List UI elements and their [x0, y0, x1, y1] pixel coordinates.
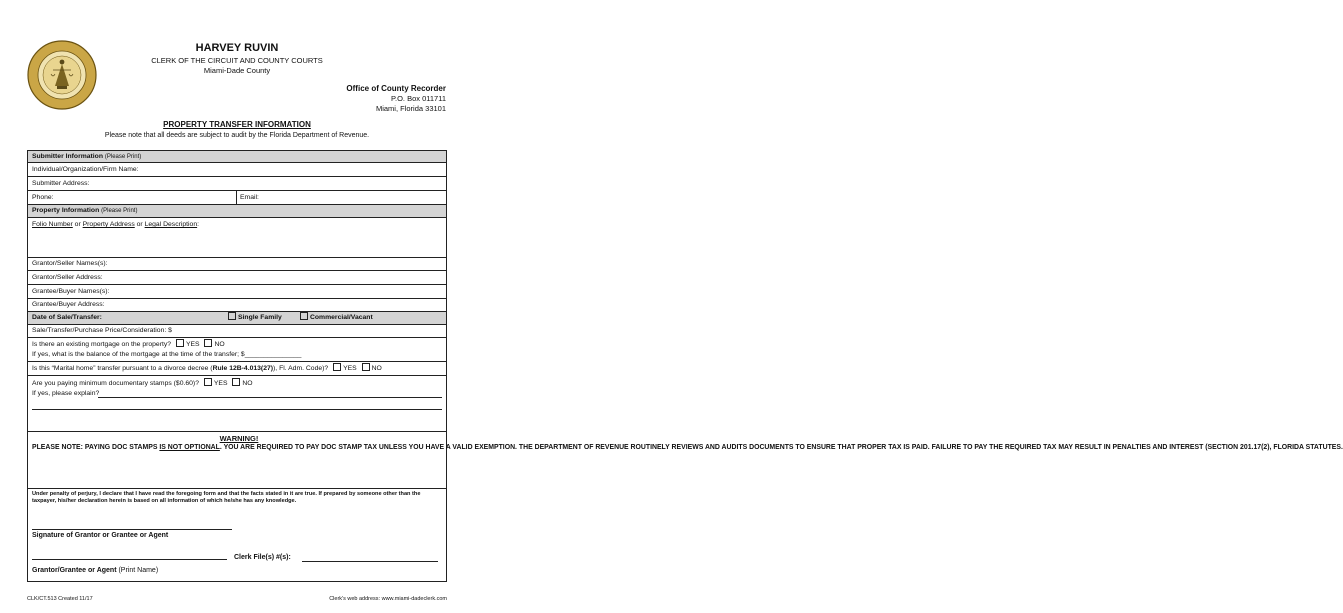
recorder-title: Office of County Recorder — [346, 84, 446, 93]
perjury-statement: Under penalty of perjury, I declare that I have read the foregoing form and that the facts stated in it are true. If prepared by someone other than the taxpayer, his/her declaration herein is based on all information of which he/she has any knowledge. — [32, 491, 421, 504]
min-stamps-yes-option[interactable]: YES — [201, 380, 228, 387]
recorder-address — [346, 84, 446, 114]
print-name-line[interactable] — [32, 559, 227, 560]
mortgage-row — [28, 338, 446, 362]
min-stamps-no-checkbox[interactable] — [232, 378, 240, 386]
warning-box — [28, 432, 1343, 489]
min-stamps-question: Are you paying minimum documentary stamps ($0.60)? — [32, 380, 199, 387]
property-description-field[interactable]: Folio Number or Property Address or Legal Description: — [28, 218, 446, 258]
print-name-label: Grantor/Grantee or Agent (Print Name) — [32, 567, 159, 574]
marital-row: Is this “Marital home” transfer pursuant to a divorce decree (Rule 12B-4.013(27)), Fl. Adm. Code)? YES NO — [28, 362, 446, 376]
property-heading: Property Information (Please Print) — [28, 205, 446, 218]
transfer-form — [27, 150, 1343, 582]
price-field[interactable]: Sale/Transfer/Purchase Price/Consideration: $ — [28, 325, 446, 338]
signature-section — [28, 489, 446, 582]
date-of-sale-label: Date of Sale/Transfer: — [32, 314, 102, 321]
form-title: PROPERTY TRANSFER INFORMATION — [163, 120, 311, 129]
commercial-option[interactable]: Commercial/Vacant — [297, 312, 373, 324]
individual-field[interactable]: Individual/Organization/Firm Name: — [28, 163, 446, 177]
marital-no-checkbox[interactable] — [362, 363, 370, 371]
mortgage-no-option[interactable]: NO — [201, 341, 224, 348]
date-of-sale-row — [28, 312, 446, 325]
warning-title: WARNING! — [219, 434, 259, 443]
min-stamps-yes-checkbox[interactable] — [204, 378, 212, 386]
form-number: CLK/CT.513 Created 11/17 — [27, 596, 93, 602]
marital-yes-checkbox[interactable] — [333, 363, 341, 371]
explain-line-2[interactable] — [32, 400, 446, 414]
submitter-address-field[interactable]: Submitter Address: — [28, 177, 446, 191]
mortgage-yes-option[interactable]: YES — [173, 341, 200, 348]
phone-email-row — [28, 191, 446, 205]
grantee-address-field[interactable]: Grantee/Buyer Address: — [28, 299, 446, 312]
clerk-web-address: Clerk's web address: www.miami-dadeclerk.com — [329, 596, 447, 602]
email-field[interactable]: Email: — [240, 194, 259, 201]
county-name: Miami-Dade County — [203, 66, 271, 75]
clerk-office: CLERK OF THE CIRCUIT AND COUNTY COURTS — [151, 56, 323, 65]
clerk-name: HARVEY RUVIN — [195, 42, 279, 54]
phone-field[interactable]: Phone: — [32, 194, 54, 201]
explain-field[interactable]: If yes, please explain? — [32, 389, 446, 400]
commercial-checkbox[interactable] — [300, 312, 308, 320]
mortgage-yes-checkbox[interactable] — [176, 339, 184, 347]
mortgage-balance-field[interactable]: If yes, what is the balance of the mortgage at the time of the transfer; $_______________ — [32, 351, 302, 358]
marital-no-option[interactable]: NO — [359, 365, 382, 372]
marital-yes-option[interactable]: YES — [330, 365, 357, 372]
signature-line[interactable] — [32, 529, 232, 530]
single-family-checkbox[interactable] — [228, 312, 236, 320]
clerk-file-line[interactable] — [302, 561, 438, 562]
signature-label: Signature of Grantor or Grantee or Agent — [32, 532, 169, 539]
form-note: Please note that all deeds are subject to audit by the Florida Department of Revenue. — [104, 132, 370, 139]
grantee-names-field[interactable]: Grantee/Buyer Names(s): — [28, 285, 446, 299]
mortgage-question: Is there an existing mortgage on the property? — [32, 341, 172, 348]
warning-text: PLEASE NOTE: PAYING DOC STAMPS IS NOT OPTIONAL. YOU ARE REQUIRED TO PAY DOC STAMP TAX UNLESS YOU HAVE A VALID EXEMPTION. THE DEPARTMENT OF REVENUE ROUTINELY REVIEWS AND AUDITS DOCUMENTS TO ENSURE THAT PROPER TAX IS PAID. FAILURE TO PAY THE REQUIRED TAX MAY RESULT IN PENALTIES AND INTEREST (SECTION 201.17(2), FLORIDA STATUTES. — [32, 444, 1343, 451]
recorder-po-box: P.O. Box 011711 — [390, 94, 446, 103]
mortgage-no-checkbox[interactable] — [204, 339, 212, 347]
grantor-names-field[interactable]: Grantor/Seller Names(s): — [28, 258, 446, 271]
min-stamps-row — [28, 376, 446, 432]
clerk-file-label: Clerk File(s) #(s): — [234, 554, 291, 561]
grantor-address-field[interactable]: Grantor/Seller Address: — [28, 271, 446, 285]
submitter-heading: Submitter Information (Please Print) — [28, 151, 446, 163]
single-family-option[interactable]: Single Family — [225, 312, 282, 324]
min-stamps-no-option[interactable]: NO — [229, 380, 252, 387]
recorder-city: Miami, Florida 33101 — [375, 104, 446, 113]
